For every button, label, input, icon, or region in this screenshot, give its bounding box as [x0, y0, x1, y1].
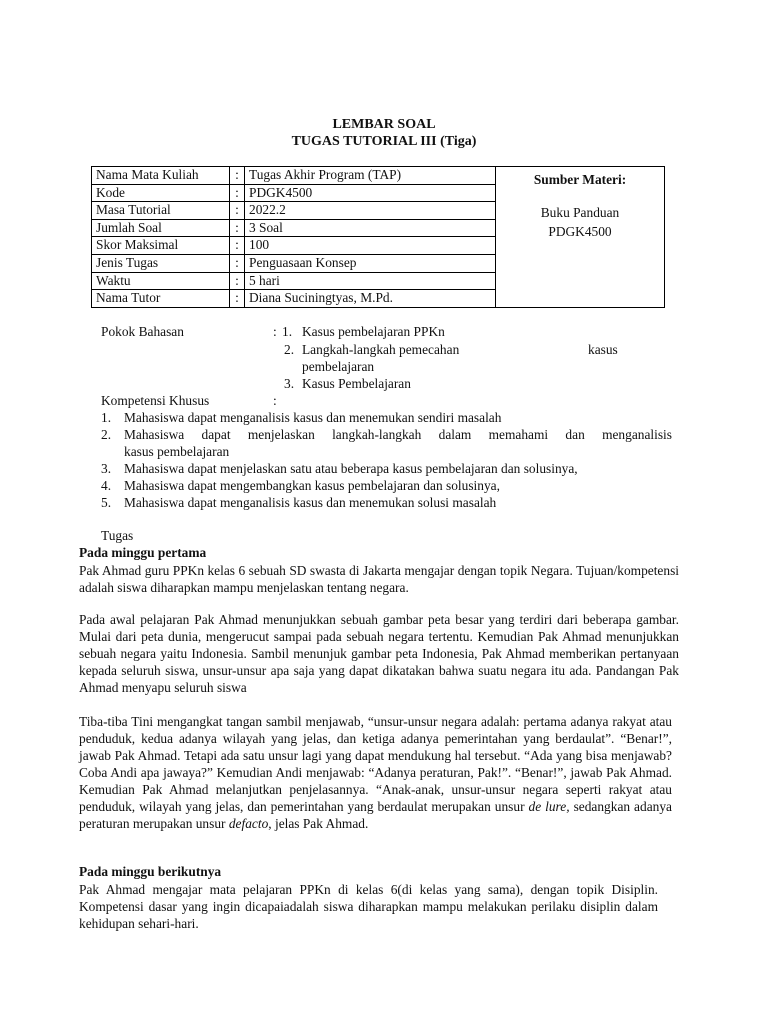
italic-term: defacto: [228, 816, 269, 831]
row-separator: :: [230, 202, 245, 220]
row-label: Waktu: [92, 272, 230, 290]
row-label: Kode: [92, 184, 230, 202]
source-code: PDGK4500: [548, 224, 612, 239]
list-item: Kasus pembelajaran PPKn: [302, 324, 445, 339]
row-separator: :: [230, 219, 245, 237]
row-separator: :: [230, 184, 245, 202]
source-cell: [496, 167, 665, 308]
list-item-continued: pembelajaran: [302, 359, 375, 374]
row-label: Masa Tutorial: [92, 202, 230, 220]
list-item: Mahasiswa dapat menganalisis kasus dan menemukan solusi masalah: [124, 495, 497, 510]
tugas-label: Tugas: [101, 528, 134, 543]
row-separator: :: [230, 254, 245, 272]
list-number: 2.: [284, 342, 295, 357]
course-info-table: [91, 166, 665, 308]
row-label: Nama Mata Kuliah: [92, 167, 230, 185]
list-item: Langkah-langkah pemecahan: [302, 342, 460, 357]
list-number: 3.: [101, 461, 112, 476]
paragraph-week2-intro: Pak Ahmad mengajar mata pelajaran PPKn di kelas 6(di kelas yang sama), dengan topik Disiplin. Kompetensi dasar yang ingin dicapaiadalah siswa diharapkan mampu melakukan perilaku disiplin dalam kehidupan sehari-hari.: [79, 882, 658, 931]
list-number: 2.: [101, 427, 112, 442]
list-number: 1.: [101, 410, 112, 425]
page-title: LEMBAR SOAL: [332, 117, 436, 132]
row-value: 3 Soal: [245, 219, 496, 237]
kompetensi-colon: :: [273, 393, 277, 408]
list-number: 5.: [101, 495, 112, 510]
row-value: Diana Suciningtyas, M.Pd.: [245, 290, 496, 308]
row-separator: :: [230, 290, 245, 308]
row-value: 100: [245, 237, 496, 255]
row-value: PDGK4500: [245, 184, 496, 202]
list-item: Mahasiswa dapat menganalisis kasus dan menemukan sendiri masalah: [124, 410, 502, 425]
dialogue-text-continued: sedangkan adanya peraturan merupakan unsur: [79, 799, 672, 831]
row-label: Jumlah Soal: [92, 219, 230, 237]
row-separator: :: [230, 237, 245, 255]
row-label: Jenis Tugas: [92, 254, 230, 272]
row-value: 5 hari: [245, 272, 496, 290]
dialogue-text-end: , jelas Pak Ahmad.: [268, 816, 369, 831]
list-number: 3.: [284, 376, 295, 391]
row-label: Nama Tutor: [92, 290, 230, 308]
list-number: 4.: [101, 478, 112, 493]
pokok-bahasan-colon: :: [273, 324, 277, 339]
dialogue-text: Tiba-tiba Tini mengangkat tangan sambil menjawab, “unsur-unsur negara adalah: pertama adanya rakyat atau penduduk, kedua adanya wilayah yang jelas, dan ketiga adanya pemerintahan yang berdaulat”. “Benar!”, jawab Pak Ahmad. Tetapi ada satu unsur lagi yang dapat mendukung hal tersebut. “Ada yang bisa menjawab? Coba Andi apa jawaya?” Kemudian Andi menjawab: “Adanya peraturan, Pak!”. “Benar!”, jawab Pak Ahmad. Kemudian Pak Ahmad melanjutkan penjelasannya. “Anak-anak, unsur-unsur negara seperti rakyat atau penduduk, wilayah yang jelas, dan pemerintahan yang berdaulat merupakan unsur: [79, 714, 672, 814]
list-number: 1.: [282, 324, 293, 339]
list-item-continued: kasus pembelajaran: [124, 444, 230, 459]
italic-term: de lure,: [528, 799, 570, 814]
list-item: Mahasiswa dapat mengembangkan kasus pembelajaran dan solusinya,: [124, 478, 500, 493]
row-value: Penguasaan Konsep: [245, 254, 496, 272]
pokok-bahasan-label: Pokok Bahasan: [101, 324, 184, 339]
page-subtitle: TUGAS TUTORIAL III (Tiga): [291, 134, 477, 149]
kompetensi-label: Kompetensi Khusus: [101, 393, 210, 408]
week2-heading: Pada minggu berikutnya: [79, 864, 222, 879]
table-row: [92, 167, 665, 185]
row-value: 2022.2: [245, 202, 496, 220]
list-item-continued: kasus: [588, 342, 618, 357]
list-item: Mahasiswa dapat menjelaskan satu atau beberapa kasus pembelajaran dan solusinya,: [124, 461, 578, 476]
paragraph-dialogue: [79, 713, 672, 832]
row-label: Skor Maksimal: [92, 237, 230, 255]
row-separator: :: [230, 272, 245, 290]
row-value: Tugas Akhir Program (TAP): [245, 167, 496, 185]
source-heading: Sumber Materi:: [533, 172, 627, 187]
list-item: Kasus Pembelajaran: [302, 376, 411, 391]
paragraph-map-lesson: Pada awal pelajaran Pak Ahmad menunjukkan sebuah gambar peta besar yang terdiri dari beberapa gambar. Mulai dari peta dunia, mengerucut sampai pada sebuah negara tertentu. Kemudian Pak Ahmad menunjukkan sebuah negara yaitu Indonesia. Sambil menunjuk gambar peta Indonesia, Pak Ahmad memberikan pertanyaan kepada seluruh siswa, unsur-unsur apa saja yang dapat dikatakan bahwa suatu negara itu ada. Pandangan Pak Ahmad menyapu seluruh siswa: [79, 612, 679, 695]
list-item: Mahasiswa dapat menjelaskan langkah-langkah dalam memahami dan menganalisis: [124, 427, 672, 442]
row-separator: :: [230, 167, 245, 185]
week1-heading: Pada minggu pertama: [79, 545, 207, 560]
paragraph-week1-intro: Pak Ahmad guru PPKn kelas 6 sebuah SD swasta di Jakarta mengajar dengan topik Negara. Tujuan/kompetensi adalah siswa diharapkan mampu menjelaskan tentang negara.: [79, 563, 679, 595]
source-book: Buku Panduan: [540, 205, 620, 220]
